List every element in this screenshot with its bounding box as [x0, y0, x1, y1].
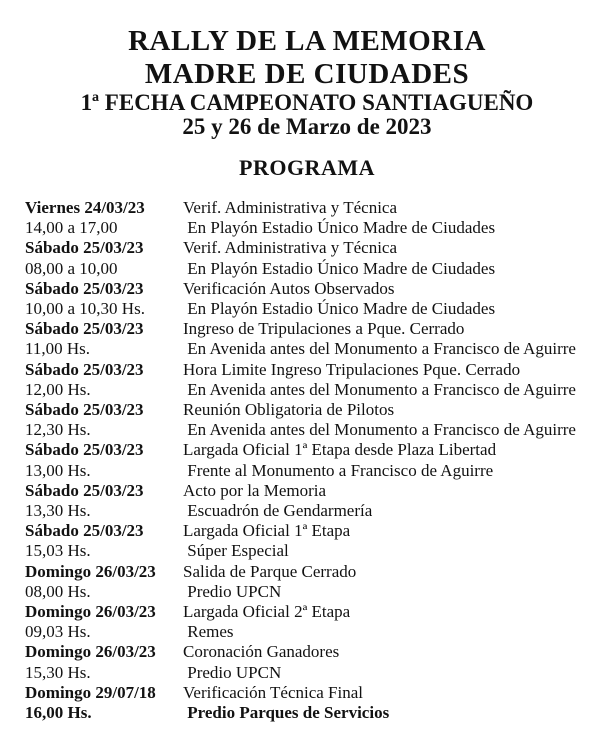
- schedule-activity-cell: Coronación Ganadores: [183, 642, 340, 662]
- schedule-activity-cell: Remes: [183, 622, 234, 642]
- schedule-row: [25, 400, 606, 420]
- schedule-row: [25, 198, 606, 218]
- schedule-row: [25, 642, 606, 662]
- schedule-date-cell: 16,00 Hs.: [25, 703, 92, 723]
- schedule-date-cell: 13,00 Hs.: [25, 460, 91, 480]
- schedule-row: [25, 541, 606, 561]
- schedule-date-cell: 10,00 a 10,30 Hs.: [25, 299, 145, 319]
- schedule-row: [25, 602, 606, 622]
- subtitle-championship: 1ª FECHA CAMPEONATO SANTIAGUEÑO: [80, 90, 534, 115]
- schedule-table: [0, 198, 614, 723]
- schedule-date-cell: Sábado 25/03/23: [25, 319, 144, 339]
- schedule-date-cell: Domingo 26/03/23: [25, 561, 156, 581]
- schedule-date-cell: 15,03 Hs.: [25, 541, 91, 561]
- schedule-row: [25, 562, 606, 582]
- schedule-activity-cell: Verif. Administrativa y Técnica: [183, 198, 398, 217]
- schedule-date-cell: 12,30 Hs.: [25, 420, 91, 440]
- schedule-row: [25, 360, 606, 380]
- schedule-date-cell: Sábado 25/03/23: [25, 440, 144, 460]
- schedule-row: [25, 521, 606, 541]
- schedule-row: [25, 238, 606, 258]
- schedule-date-cell: Viernes 24/03/23: [25, 198, 145, 217]
- schedule-activity-cell: Verif. Administrativa y Técnica: [183, 238, 398, 258]
- schedule-row: [25, 339, 606, 359]
- page-title-line-2: MADRE DE CIUDADES: [144, 58, 470, 90]
- schedule-date-cell: 13,30 Hs.: [25, 501, 91, 521]
- schedule-date-cell: 12,00 Hs.: [25, 379, 91, 399]
- schedule-date-cell: 08,00 Hs.: [25, 581, 91, 601]
- schedule-date-cell: Sábado 25/03/23: [25, 359, 144, 379]
- schedule-activity-cell: Reunión Obligatoria de Pilotos: [183, 400, 395, 420]
- schedule-activity-cell: En Playón Estadio Único Madre de Ciudades: [183, 218, 496, 238]
- schedule-date-cell: Domingo 26/03/23: [25, 602, 156, 622]
- schedule-activity-cell: En Avenida antes del Monumento a Francisco de Aguirre: [183, 420, 576, 440]
- schedule-activity-cell: Salida de Parque Cerrado: [183, 561, 357, 581]
- schedule-date-cell: Sábado 25/03/23: [25, 238, 144, 258]
- schedule-date-cell: Sábado 25/03/23: [25, 521, 144, 541]
- schedule-row: [25, 279, 606, 299]
- schedule-date-cell: Sábado 25/03/23: [25, 278, 144, 298]
- schedule-activity-cell: Escuadrón de Gendarmería: [183, 501, 373, 521]
- schedule-activity-cell: Verificación Técnica Final: [183, 682, 363, 702]
- schedule-row: [25, 663, 606, 683]
- page-title-line-1: RALLY DE LA MEMORIA: [128, 25, 486, 57]
- schedule-activity-cell: Largada Oficial 1ª Etapa: [183, 521, 351, 541]
- schedule-row: [25, 501, 606, 521]
- schedule-date-cell: Domingo 26/03/23: [25, 642, 156, 662]
- schedule-activity-cell: En Avenida antes del Monumento a Francisco de Aguirre: [183, 339, 576, 359]
- schedule-date-cell: 14,00 a 17,00: [25, 218, 118, 238]
- schedule-activity-cell: En Playón Estadio Único Madre de Ciudades: [183, 258, 496, 278]
- schedule-activity-cell: Predio UPCN: [183, 581, 282, 601]
- schedule-row: [25, 420, 606, 440]
- schedule-activity-cell: Ingreso de Tripulaciones a Pque. Cerrado: [183, 319, 465, 339]
- schedule-date-cell: Sábado 25/03/23: [25, 480, 144, 500]
- schedule-activity-cell: Predio UPCN: [183, 662, 282, 682]
- schedule-date-cell: 11,00 Hs.: [25, 339, 91, 359]
- subtitle-dates: 25 y 26 de Marzo de 2023: [182, 114, 432, 139]
- schedule-row: [25, 218, 606, 238]
- schedule-activity-cell: Verificación Autos Observados: [183, 278, 395, 298]
- schedule-row: [25, 683, 606, 703]
- schedule-row: [25, 481, 606, 501]
- section-heading-programa: PROGRAMA: [239, 155, 375, 180]
- schedule-row: [25, 582, 606, 602]
- schedule-row: [25, 461, 606, 481]
- schedule-row: [25, 319, 606, 339]
- schedule-activity-cell: En Avenida antes del Monumento a Francisco de Aguirre: [183, 379, 576, 399]
- schedule-activity-cell: Largada Oficial 1ª Etapa desde Plaza Libertad: [183, 440, 497, 460]
- schedule-date-cell: Domingo 29/07/18: [25, 682, 156, 702]
- schedule-date-cell: 15,30 Hs.: [25, 662, 91, 682]
- schedule-date-cell: 09,03 Hs.: [25, 622, 91, 642]
- schedule-row: [25, 259, 606, 279]
- schedule-row: [25, 703, 606, 723]
- schedule-activity-cell: Predio Parques de Servicios: [183, 703, 390, 723]
- schedule-date-cell: 08,00 a 10,00: [25, 258, 118, 278]
- schedule-row: [25, 380, 606, 400]
- schedule-activity-cell: Acto por la Memoria: [183, 480, 327, 500]
- schedule-activity-cell: En Playón Estadio Único Madre de Ciudades: [183, 299, 496, 319]
- schedule-activity-cell: Frente al Monumento a Francisco de Aguirre: [183, 460, 494, 480]
- schedule-date-cell: Sábado 25/03/23: [25, 400, 144, 420]
- schedule-row: [25, 622, 606, 642]
- schedule-row: [25, 299, 606, 319]
- schedule-row: [25, 440, 606, 460]
- schedule-activity-cell: Súper Especial: [183, 541, 289, 561]
- schedule-activity-cell: Largada Oficial 2ª Etapa: [183, 602, 351, 622]
- schedule-activity-cell: Hora Limite Ingreso Tripulaciones Pque. Cerrado: [183, 359, 521, 379]
